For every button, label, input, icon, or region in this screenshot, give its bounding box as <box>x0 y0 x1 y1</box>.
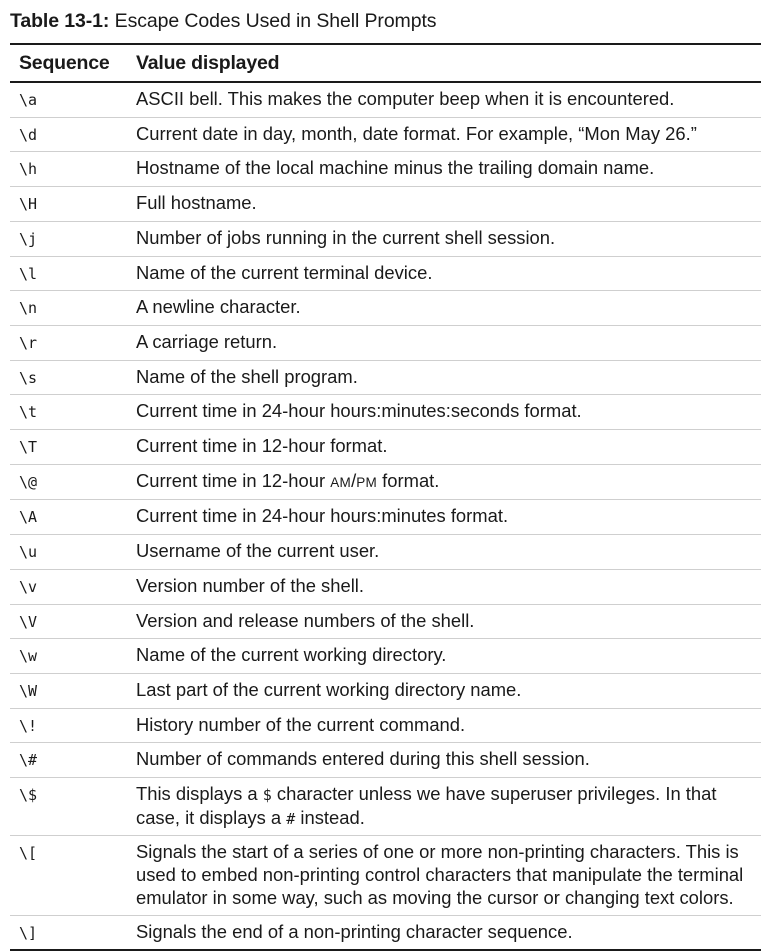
value-text: format. <box>377 469 440 491</box>
sequence-cell: \n <box>19 299 38 318</box>
value-text: character unless we have superuser privileges. In that case, it displays a <box>136 783 717 828</box>
table-row <box>10 395 761 430</box>
table-row <box>10 708 761 743</box>
sequence-cell: \d <box>19 125 38 144</box>
value-text: This displays a <box>136 783 263 805</box>
sequence-cell: \[ <box>19 844 38 863</box>
value-cell: Number of jobs running in the current shell session. <box>136 226 556 248</box>
sequence-cell: \@ <box>19 472 38 491</box>
table-row <box>10 221 761 256</box>
value-cell: Name of the current terminal device. <box>136 261 433 283</box>
table-row <box>10 117 761 152</box>
table-row <box>10 778 761 836</box>
sequence-cell: \h <box>19 160 38 179</box>
table-row <box>10 187 761 222</box>
value-text: Current time in 12-hour <box>136 469 331 491</box>
sequence-cell: \s <box>19 368 38 387</box>
pm-small-caps: PM <box>356 474 378 490</box>
sequence-cell: \l <box>19 264 38 283</box>
header-sequence: Sequence <box>19 51 110 74</box>
table-row <box>10 673 761 708</box>
sequence-cell: \j <box>19 229 38 248</box>
caption-label: Table 13-1: <box>10 10 110 32</box>
am-small-caps: AM <box>330 474 352 490</box>
table-row <box>10 464 761 500</box>
value-cell: Full hostname. <box>136 192 257 214</box>
sequence-cell: \w <box>19 647 38 666</box>
table-row <box>10 152 761 187</box>
value-cell: Current time in 24-hour hours:minutes:seconds format. <box>136 400 582 422</box>
value-cell: History number of the current command. <box>136 713 466 735</box>
table-row <box>10 836 761 915</box>
value-cell: Signals the start of a series of one or more non-printing characters. This is used to embed non-printing control characters that manipulate the terminal emulator in some way, such as moving the cursor or changing text colors. <box>136 841 744 908</box>
header-value: Value displayed <box>136 51 280 74</box>
sequence-cell: \A <box>19 508 38 527</box>
sequence-cell: \t <box>19 403 38 422</box>
table-row <box>10 639 761 674</box>
table-header-row <box>10 44 761 82</box>
table-row <box>10 325 761 360</box>
table-row <box>10 569 761 604</box>
value-text: instead. <box>295 806 365 828</box>
value-cell: Signals the end of a non-printing character sequence. <box>136 920 573 942</box>
slash-separator: / <box>351 469 357 491</box>
sequence-cell: \V <box>19 612 38 631</box>
table-row <box>10 604 761 639</box>
sequence-cell: \W <box>19 681 38 700</box>
value-cell: ASCII bell. This makes the computer beep when it is encountered. <box>136 88 675 109</box>
value-cell: A newline character. <box>136 296 301 318</box>
sequence-cell: \a <box>19 91 38 109</box>
table-row <box>10 360 761 395</box>
table-row <box>10 291 761 326</box>
sequence-cell: \T <box>19 438 38 457</box>
dollar-code: $ <box>262 786 272 805</box>
caption-title: Escape Codes Used in Shell Prompts <box>114 10 437 32</box>
value-cell: Name of the current working directory. <box>136 644 447 666</box>
sequence-cell: \v <box>19 577 38 596</box>
value-cell: Current time in 12-hour format. <box>136 435 388 457</box>
value-cell: Name of the shell program. <box>136 365 358 387</box>
value-cell: A carriage return. <box>136 330 278 352</box>
sequence-cell: \] <box>19 923 38 942</box>
sequence-cell: \# <box>19 751 38 770</box>
table-row <box>10 500 761 535</box>
table-row <box>10 430 761 465</box>
value-cell: Username of the current user. <box>136 540 380 562</box>
table-row <box>10 256 761 291</box>
value-cell: Hostname of the local machine minus the trailing domain name. <box>136 157 655 179</box>
value-cell: Number of commands entered during this shell session. <box>136 748 590 770</box>
sequence-cell: \$ <box>19 786 38 805</box>
value-cell: Last part of the current working directory name. <box>136 678 522 700</box>
value-cell: Current time in 24-hour hours:minutes format. <box>136 505 509 527</box>
hash-code: # <box>286 809 296 828</box>
value-cell: Version number of the shell. <box>136 574 364 596</box>
value-cell <box>127 778 761 836</box>
table-caption <box>10 8 761 34</box>
value-cell: Current date in day, month, date format. For example, “Mon May 26.” <box>136 122 697 144</box>
table-row <box>10 82 761 117</box>
value-cell: Version and release numbers of the shell. <box>136 609 475 631</box>
sequence-cell: \u <box>19 543 38 562</box>
table-row <box>10 535 761 570</box>
table-row <box>10 743 761 778</box>
sequence-cell: \r <box>19 333 38 352</box>
sequence-cell: \! <box>19 716 38 735</box>
value-cell <box>127 464 761 500</box>
sequence-cell: \H <box>19 195 38 214</box>
escape-codes-table <box>10 43 761 951</box>
